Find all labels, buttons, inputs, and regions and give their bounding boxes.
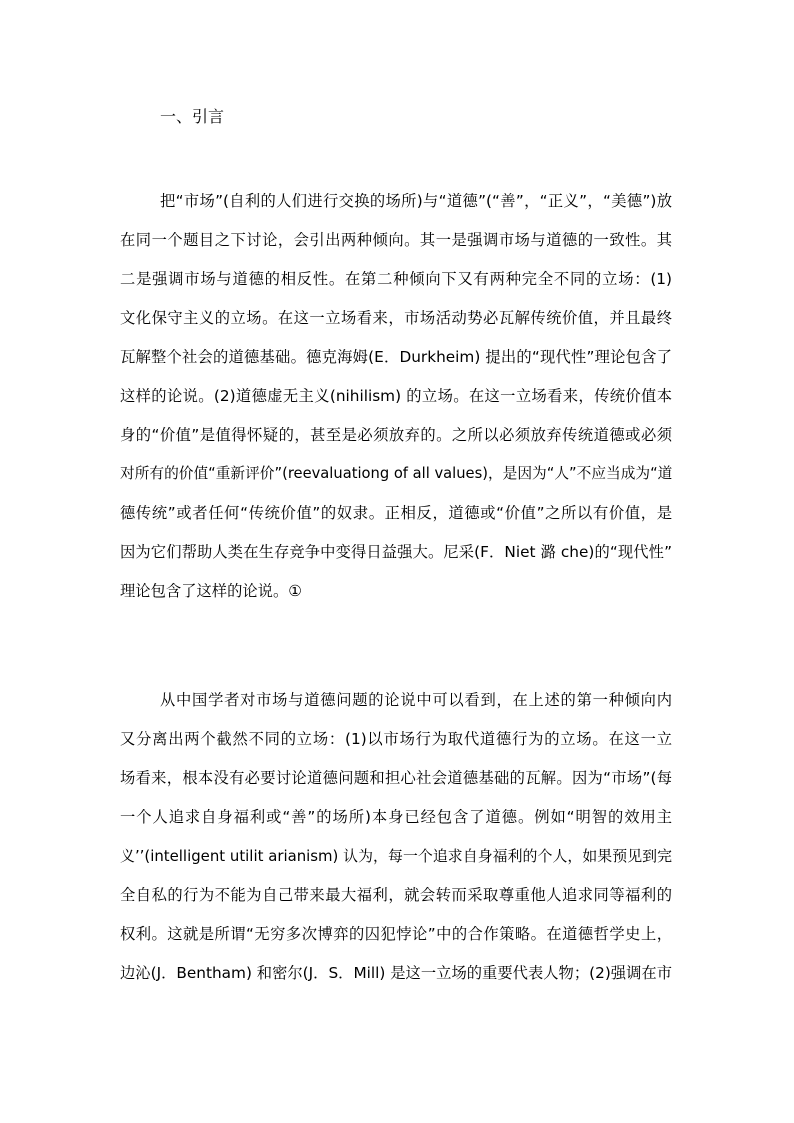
paragraph-1-line-3: 二是强调市场与道德的相反性。在第二种倾向下又有两种完全不同的立场：(1) [120,270,672,288]
section-heading: 一、引言 [160,107,225,126]
paragraph-1-line-10: 因为它们帮助人类在生存竞争中变得日益强大。尼采(F．Niet 潞 che)的“现代性” [120,543,672,561]
paragraph-1-line-9: 德传统”或者任何“传统价值”的奴隶。正相反，道德或“价值”之所以有价值，是 [120,504,672,522]
paragraph-2-line-2: 又分离出两个截然不同的立场：(1)以市场行为取代道德行为的立场。在这一立 [120,730,672,748]
paragraph-2-line-4: 一个人追求自身福利或“善”的场所)本身已经包含了道德。例如“明智的效用主 [120,808,672,826]
paragraph-1-line-11: 理论包含了这样的论说。① [120,582,302,600]
paragraph-2-line-6: 全自私的行为不能为自己带来最大福利，就会转而采取尊重他人追求同等福利的 [120,886,672,904]
paragraph-2-line-5: 义’’(intelligent utilit arianism) 认为，每一个追求自身福利的个人，如果预见到完 [120,847,672,865]
paragraph-1-line-4: 文化保守主义的立场。在这一立场看来，市场活动势必瓦解传统价值，并且最终 [120,309,672,327]
paragraph-1-line-8: 对所有的价值“重新评价”(reevaluationg of all values)，是因为“人”不应当成为“道 [120,465,673,482]
paragraph-2-line-3: 场看来，根本没有必要讨论道德问题和担心社会道德基础的瓦解。因为“市场”(每 [120,769,672,787]
paragraph-1-line-7: 身的“价值”是值得怀疑的，甚至是必须放弃的。之所以必须放弃传统道德或必须 [120,426,672,444]
paragraph-2-line-1: 从中国学者对市场与道德问题的论说中可以看到，在上述的第一种倾向内 [160,691,672,709]
paragraph-1-line-6: 这样的论说。(2)道德虚无主义(nihilism) 的立场。在这一立场看来，传统价值本 [120,387,672,405]
paragraph-2-line-7: 权利。这就是所谓“无穷多次博弈的囚犯悖论”中的合作策略。在道德哲学史上， [120,925,672,943]
paragraph-2-line-8: 边沁(J．Bentham) 和密尔(J．S．Mill) 是这一立场的重要代表人物；(2)强调在市 [120,964,672,982]
paragraph-1-line-5: 瓦解整个社会的道德基础。德克海姆(E．Durkheim) 提出的“现代性”理论包含了 [120,348,672,366]
paragraph-1-line-1: 把“市场”(自利的人们进行交换的场所)与“道德”(“善”，“正义”，“美德”)放 [160,192,672,210]
paragraph-1-line-2: 在同一个题目之下讨论，会引出两种倾向。其一是强调市场与道德的一致性。其 [120,231,672,249]
